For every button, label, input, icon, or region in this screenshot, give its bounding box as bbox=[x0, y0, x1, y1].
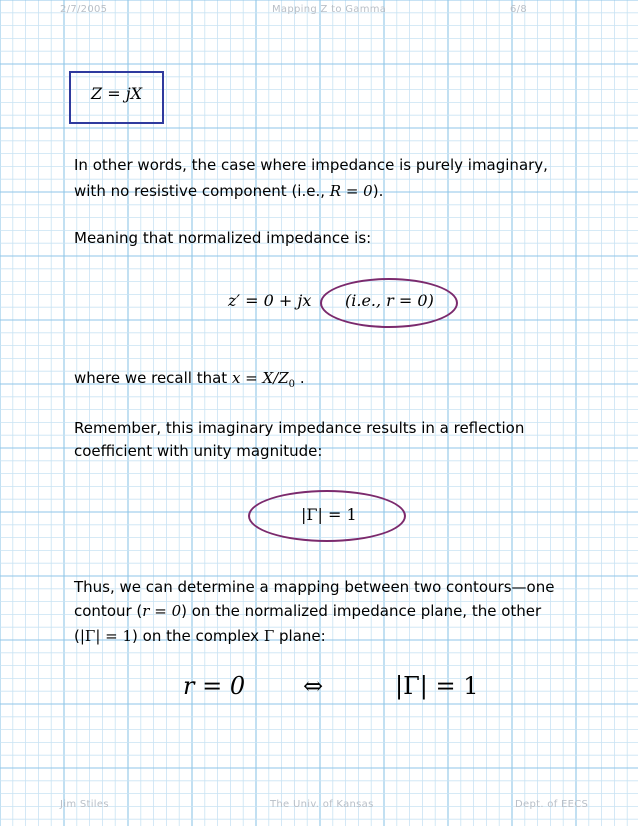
mapping-equivalence-arrow: ⇔ bbox=[303, 672, 324, 700]
paragraph-3 bbox=[74, 368, 305, 395]
paragraph-1-line-2 bbox=[74, 181, 383, 201]
normalized-impedance-note: (i.e., r = 0) bbox=[345, 291, 434, 310]
normalized-impedance-equation: z′ = 0 + jx bbox=[228, 291, 312, 310]
paragraph-5-line-3 bbox=[74, 626, 326, 646]
footer-department: Dept. of EECS bbox=[515, 799, 589, 810]
paragraph-5-line-2 bbox=[74, 601, 541, 621]
p5-line2-math: r = 0 bbox=[142, 602, 182, 620]
p3-text-a: where we recall that bbox=[74, 369, 232, 387]
p3-math-subscript: 0 bbox=[288, 379, 296, 390]
mapping-left-equation: r = 0 bbox=[183, 672, 246, 700]
p5-line2-text-b: ) on the normalized impedance plane, the other bbox=[181, 602, 542, 620]
gamma-magnitude-equation: |Γ| = 1 bbox=[301, 505, 357, 524]
p5-line3-gamma: Γ bbox=[263, 627, 275, 645]
p1-line2-math: R = 0 bbox=[329, 182, 373, 200]
paragraph-4-line-1: Remember, this imaginary impedance results in a reflection bbox=[74, 419, 525, 437]
p3-math: x = X/Z bbox=[231, 369, 289, 387]
footer-university: The Univ. of Kansas bbox=[270, 799, 374, 810]
header-date: 2/7/2005 bbox=[60, 4, 108, 15]
p5-line2-text-a: contour ( bbox=[74, 602, 143, 620]
mapping-right-equation: |Γ| = 1 bbox=[395, 672, 479, 700]
header-page-number: 6/8 bbox=[510, 4, 527, 15]
p5-line3-text-a: ( bbox=[74, 627, 80, 645]
paragraph-5-line-1: Thus, we can determine a mapping between two contours—one bbox=[74, 578, 555, 596]
paragraph-1-line-1: In other words, the case where impedance is purely imaginary, bbox=[74, 156, 548, 174]
p5-line3-text-c: plane: bbox=[274, 627, 326, 645]
p5-line3-math: |Γ| = 1 bbox=[79, 627, 133, 645]
boxed-equation: Z = jX bbox=[91, 84, 143, 103]
p1-line2-text-a: with no resistive component (i.e., bbox=[74, 182, 330, 200]
header-title: Mapping Z to Gamma bbox=[272, 4, 387, 15]
p5-line3-text-b: ) on the complex bbox=[132, 627, 264, 645]
p1-line2-text-b: ). bbox=[372, 182, 384, 200]
p3-text-b: . bbox=[295, 369, 305, 387]
paragraph-2: Meaning that normalized impedance is: bbox=[74, 229, 372, 247]
footer-author: Jim Stiles bbox=[60, 799, 109, 810]
paragraph-4-line-2: coefficient with unity magnitude: bbox=[74, 442, 323, 460]
